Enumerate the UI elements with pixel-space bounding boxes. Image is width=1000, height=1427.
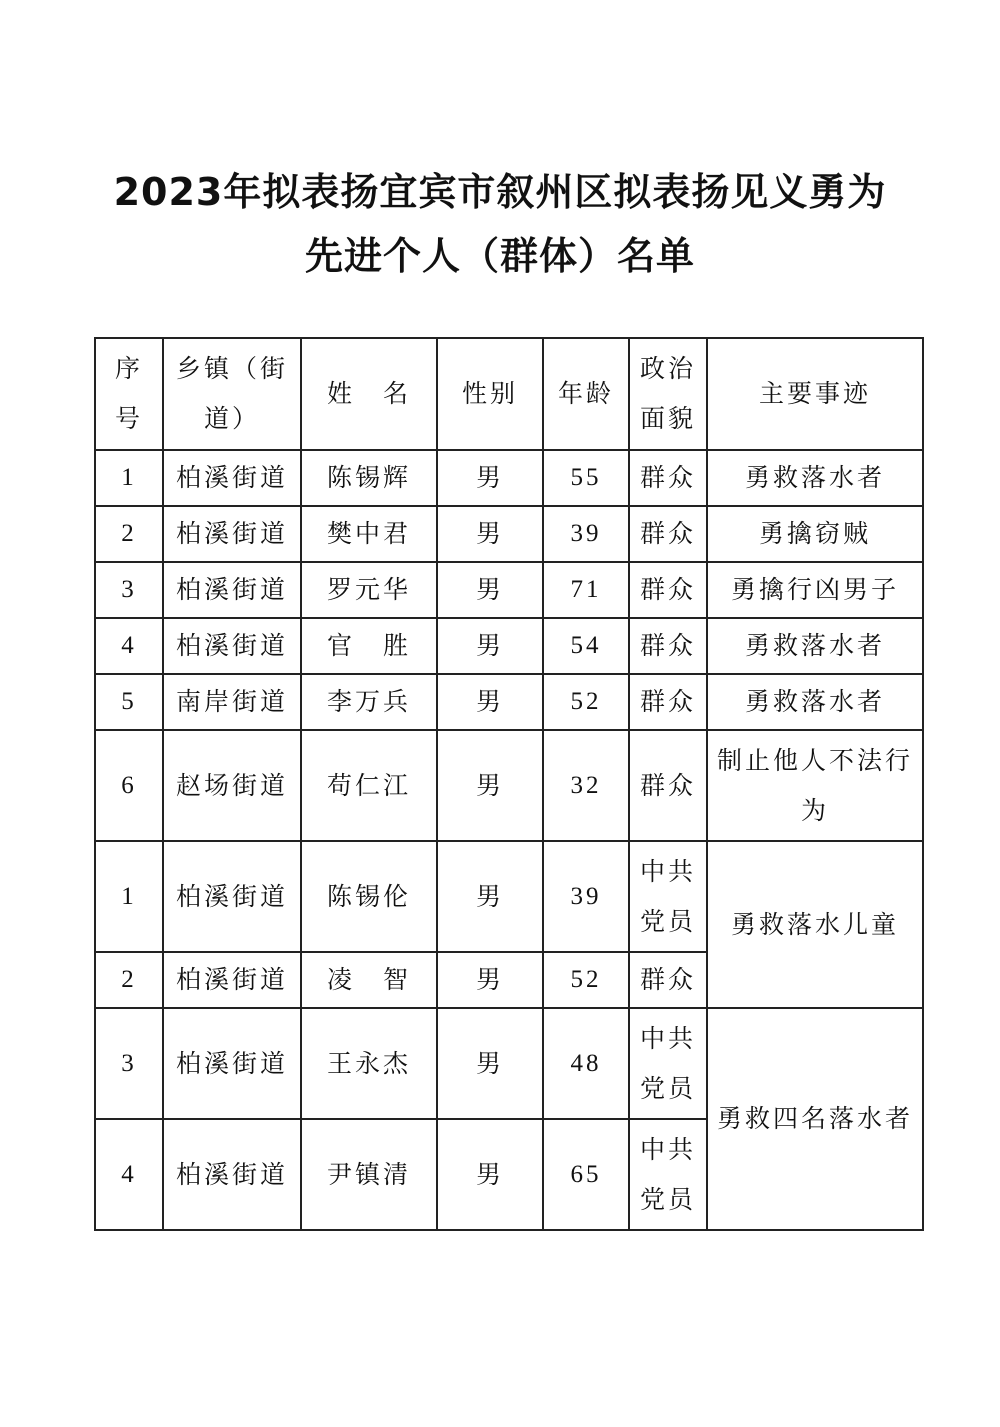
cell-name: 李万兵 (301, 674, 437, 730)
cell-age: 39 (543, 506, 629, 562)
cell-town: 柏溪街道 (163, 952, 301, 1008)
cell-age: 48 (543, 1008, 629, 1119)
cell-name: 樊中君 (301, 506, 437, 562)
cell-gender: 男 (437, 674, 543, 730)
cell-seq: 2 (95, 506, 163, 562)
header-town: 乡镇（街 道） (163, 338, 301, 450)
table-row (95, 562, 923, 618)
cell-town: 柏溪街道 (163, 506, 301, 562)
cell-gender: 男 (437, 618, 543, 674)
cell-town: 柏溪街道 (163, 1119, 301, 1230)
cell-political: 群众 (629, 506, 707, 562)
table-row (95, 506, 923, 562)
cell-name: 陈锡辉 (301, 450, 437, 506)
cell-seq: 6 (95, 730, 163, 841)
header-political: 政治 面貌 (629, 338, 707, 450)
cell-political: 群众 (629, 618, 707, 674)
cell-political: 群众 (629, 952, 707, 1008)
header-deeds: 主要事迹 (707, 338, 923, 450)
cell-town: 南岸街道 (163, 674, 301, 730)
cell-gender: 男 (437, 841, 543, 952)
table-row (95, 674, 923, 730)
cell-gender: 男 (437, 730, 543, 841)
cell-deeds: 勇救落水者 (707, 618, 923, 674)
cell-town: 柏溪街道 (163, 841, 301, 952)
cell-gender: 男 (437, 1119, 543, 1230)
cell-deeds: 勇救落水者 (707, 674, 923, 730)
cell-gender: 男 (437, 506, 543, 562)
cell-deeds: 勇擒行凶男子 (707, 562, 923, 618)
cell-political: 群众 (629, 730, 707, 841)
cell-town: 柏溪街道 (163, 450, 301, 506)
document-title (0, 160, 1000, 288)
table-row (95, 618, 923, 674)
cell-age: 71 (543, 562, 629, 618)
cell-gender: 男 (437, 450, 543, 506)
cell-age: 55 (543, 450, 629, 506)
cell-gender: 男 (437, 952, 543, 1008)
cell-name: 官 胜 (301, 618, 437, 674)
cell-deeds: 勇救落水者 (707, 450, 923, 506)
cell-gender: 男 (437, 1008, 543, 1119)
cell-deeds-group-a: 勇救落水儿童 (707, 841, 923, 1008)
header-name: 姓 名 (301, 338, 437, 450)
cell-name: 苟仁江 (301, 730, 437, 841)
cell-political: 中共 党员 (629, 841, 707, 952)
cell-age: 54 (543, 618, 629, 674)
cell-deeds: 制止他人不法行 为 (707, 730, 923, 841)
cell-seq: 4 (95, 618, 163, 674)
cell-seq: 1 (95, 841, 163, 952)
table-row (95, 450, 923, 506)
cell-political: 群众 (629, 450, 707, 506)
header-gender: 性别 (437, 338, 543, 450)
cell-political: 群众 (629, 562, 707, 618)
cell-town: 柏溪街道 (163, 618, 301, 674)
cell-age: 32 (543, 730, 629, 841)
cell-seq: 1 (95, 450, 163, 506)
cell-name: 王永杰 (301, 1008, 437, 1119)
cell-political: 中共 党员 (629, 1008, 707, 1119)
cell-political: 中共 党员 (629, 1119, 707, 1230)
cell-seq: 3 (95, 1008, 163, 1119)
cell-name: 尹镇清 (301, 1119, 437, 1230)
cell-town: 柏溪街道 (163, 562, 301, 618)
title-line-1: 2023年拟表扬宜宾市叙州区拟表扬见义勇为 (113, 170, 887, 214)
table-row (95, 730, 923, 841)
cell-age: 65 (543, 1119, 629, 1230)
table-row (95, 1008, 923, 1119)
cell-town: 柏溪街道 (163, 1008, 301, 1119)
cell-name: 凌 智 (301, 952, 437, 1008)
cell-age: 52 (543, 952, 629, 1008)
cell-political: 群众 (629, 674, 707, 730)
title-line-2: 先进个人（群体）名单 (304, 234, 695, 278)
cell-seq: 3 (95, 562, 163, 618)
honoree-table (94, 337, 924, 1231)
cell-seq: 2 (95, 952, 163, 1008)
cell-deeds: 勇擒窃贼 (707, 506, 923, 562)
header-age: 年龄 (543, 338, 629, 450)
cell-seq: 4 (95, 1119, 163, 1230)
cell-age: 39 (543, 841, 629, 952)
cell-deeds-group-b: 勇救四名落水者 (707, 1008, 923, 1230)
table-header-row (95, 338, 923, 450)
cell-town: 赵场街道 (163, 730, 301, 841)
table-row (95, 841, 923, 952)
cell-age: 52 (543, 674, 629, 730)
header-seq: 序 号 (95, 338, 163, 450)
cell-name: 罗元华 (301, 562, 437, 618)
cell-name: 陈锡伦 (301, 841, 437, 952)
cell-gender: 男 (437, 562, 543, 618)
cell-seq: 5 (95, 674, 163, 730)
